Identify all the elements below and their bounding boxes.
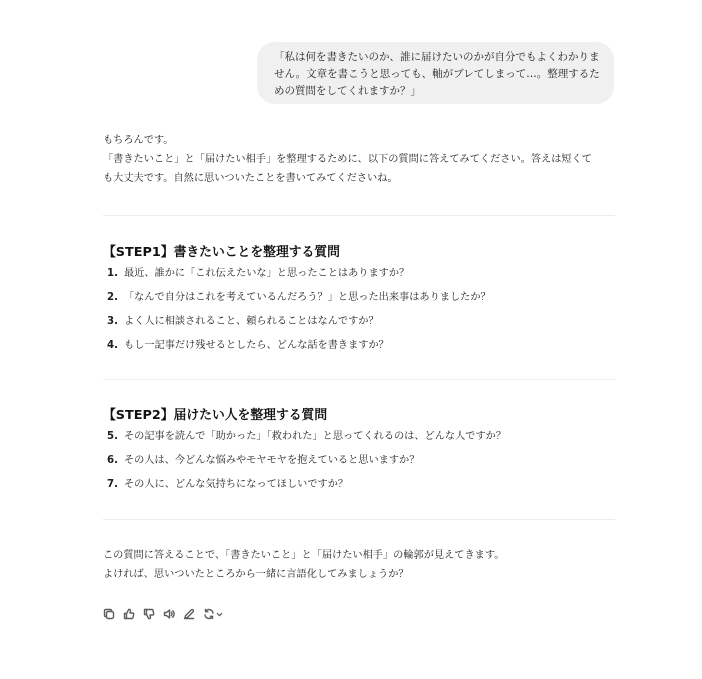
intro-line: もちろんです。: [103, 135, 174, 146]
list-item: [103, 266, 617, 290]
regenerate-icon[interactable]: [203, 608, 223, 620]
user-message-line: せん。文章を書こうと思っても、軸がブレてしまって…。整理するた: [274, 68, 600, 80]
question-number: 5.: [107, 431, 118, 442]
list-item: [103, 290, 617, 314]
user-message-line: めの質問をしてくれますか？」: [274, 85, 421, 97]
step1-heading: 【STEP1】書きたいことを整理する質問: [103, 245, 340, 260]
outro-line: この質問に答えることで、「書きたいこと」と「届けたい相手」の輪郭が見えてきます。: [103, 550, 505, 561]
intro-line: も大丈夫です。自然に思いついたことを書いてみてくださいね。: [103, 173, 398, 184]
question-number: 6.: [107, 455, 118, 466]
question-text: もし一記事だけ残せるとしたら、どんな話を書きますか？: [124, 340, 389, 351]
step1-question-list: [103, 266, 617, 362]
edit-icon[interactable]: [183, 608, 195, 620]
list-item: [103, 338, 617, 362]
speaker-icon[interactable]: [163, 608, 175, 620]
thumbs-down-icon[interactable]: [143, 608, 155, 620]
message-action-bar: [103, 608, 223, 620]
list-item: [103, 429, 617, 453]
step2-question-list: [103, 429, 617, 501]
assistant-message: [103, 131, 617, 584]
user-message-line: 「私は何を書きたいのか、誰に届けたいのかが自分でもよくわかりま: [274, 51, 600, 63]
list-item: [103, 453, 617, 477]
question-number: 1.: [107, 268, 118, 279]
question-number: 2.: [107, 292, 118, 303]
section-divider: [103, 519, 615, 520]
step2-heading: 【STEP2】届けたい人を整理する質問: [103, 408, 328, 423]
copy-icon[interactable]: [103, 608, 115, 620]
question-text: その記事を読んで「助かった」「救われた」と思ってくれるのは、どんな人ですか？: [124, 431, 507, 442]
question-text: 「なんで自分はこれを考えているんだろう？」と思った出来事はありましたか？: [124, 292, 491, 303]
question-number: 7.: [107, 479, 118, 490]
assistant-intro: [103, 131, 617, 188]
question-text: よく人に相談されること、頼られることはなんですか？: [124, 316, 379, 327]
question-number: 4.: [107, 340, 118, 351]
thumbs-up-icon[interactable]: [123, 608, 135, 620]
user-message-bubble: [257, 42, 614, 104]
chevron-down-icon: [216, 611, 223, 618]
list-item: [103, 314, 617, 338]
question-text: その人は、今どんな悩みやモヤモヤを抱えていると思いますか？: [124, 455, 420, 466]
assistant-outro: [103, 546, 617, 584]
section-divider: [103, 215, 615, 216]
question-number: 3.: [107, 316, 118, 327]
section-divider: [103, 379, 615, 380]
question-text: 最近、誰かに「これ伝えたいな」と思ったことはありますか？: [124, 268, 410, 279]
intro-line: 「書きたいこと」と「届けたい相手」を整理するために、以下の質問に答えてみてください。答えは短くて: [103, 154, 592, 165]
outro-line: よければ、思いついたところから一緒に言語化してみましょうか？: [103, 569, 409, 580]
question-text: その人に、どんな気持ちになってほしいですか？: [124, 479, 349, 490]
list-item: [103, 477, 617, 501]
